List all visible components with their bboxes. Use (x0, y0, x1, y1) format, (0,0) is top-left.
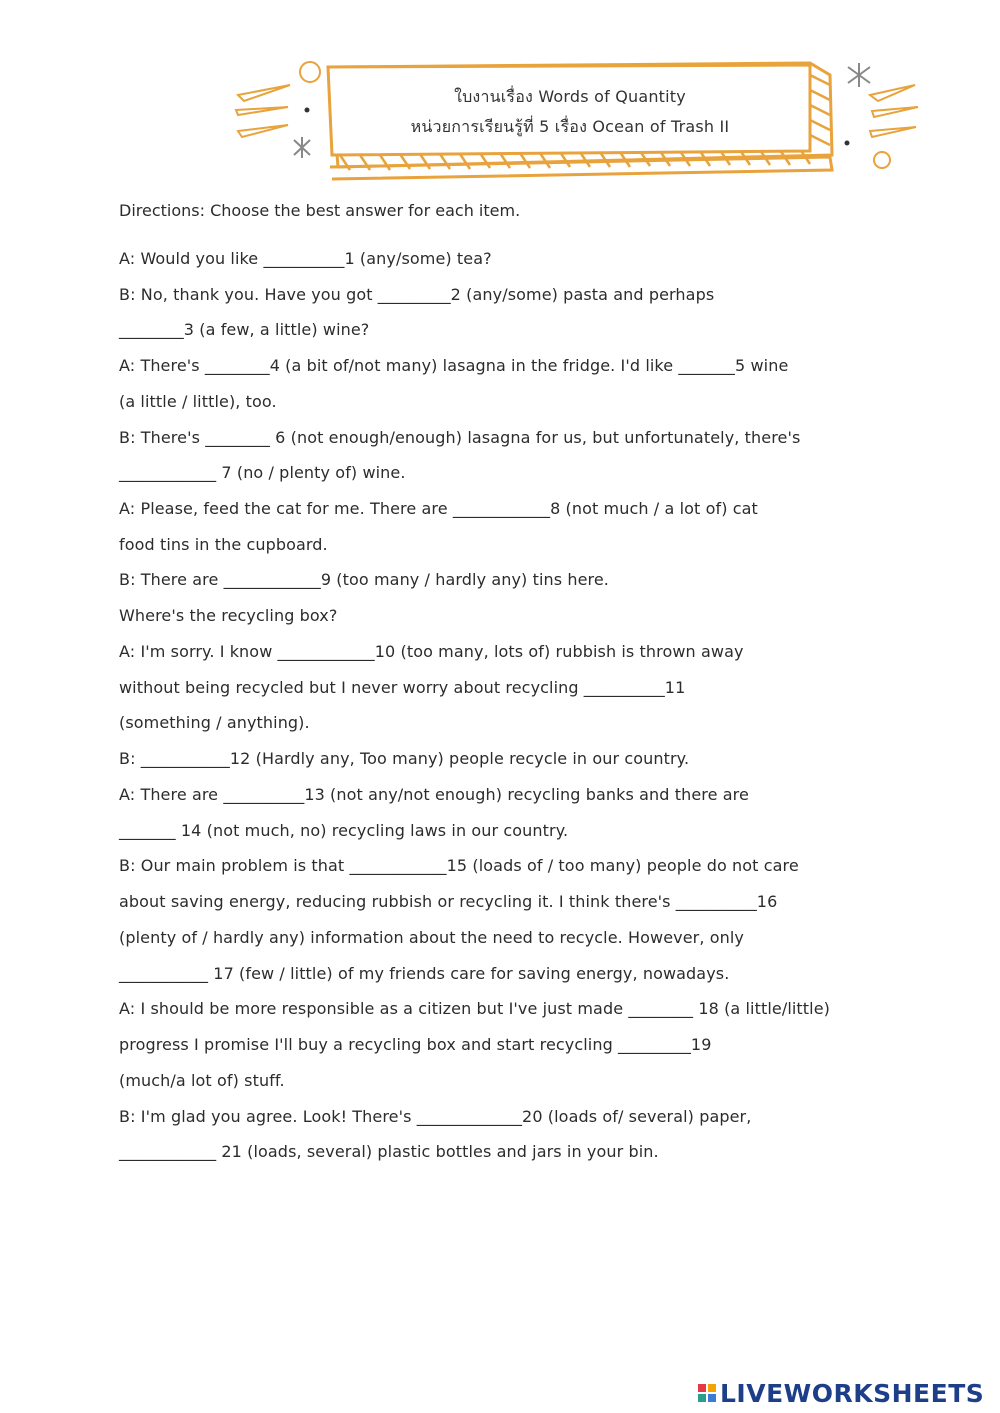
exercise-line: B: There's ________ 6 (not enough/enough) lasagna for us, but unfortunately, there's (119, 428, 801, 447)
exercise-line: ___________ 17 (few / little) of my friends care for saving energy, nowadays. (119, 964, 730, 983)
exercise-line: B: Our main problem is that ____________15 (loads of / too many) people do not care (119, 856, 799, 875)
exercise-line: A: Would you like __________1 (any/some) tea? (119, 249, 492, 268)
exercise-line: B: There are ____________9 (too many / hardly any) tins here. (119, 570, 609, 589)
exercise-line: A: There's ________4 (a bit of/not many) lasagna in the fridge. I'd like _______5 wine (119, 356, 789, 375)
exercise-line: progress I promise I'll buy a recycling box and start recycling _________19 (119, 1035, 712, 1054)
exercise-line: about saving energy, reducing rubbish or recycling it. I think there's __________16 (119, 892, 778, 911)
exercise-line: B: I'm glad you agree. Look! There's _____________20 (loads of/ several) paper, (119, 1107, 752, 1126)
exercise-line: A: I should be more responsible as a citizen but I've just made ________ 18 (a little/little) (119, 999, 830, 1018)
exercise-line: (much/a lot of) stuff. (119, 1071, 285, 1090)
exercise-line: (something / anything). (119, 713, 310, 732)
liveworksheets-brand-text: LIVEWORKSHEETS (720, 1378, 985, 1408)
exercise-line: without being recycled but I never worry about recycling __________11 (119, 678, 686, 697)
exercise-line: A: Please, feed the cat for me. There are ____________8 (not much / a lot of) cat (119, 499, 758, 518)
exercise-line: (a little / little), too. (119, 392, 277, 411)
exercise-line: (plenty of / hardly any) information about the need to recycle. However, only (119, 928, 744, 947)
exercise-line: ____________ 21 (loads, several) plastic bottles and jars in your bin. (119, 1142, 659, 1161)
exercise-line: food tins in the cupboard. (119, 535, 328, 554)
worksheet-subtitle: หน่วยการเรียนรู้ที่ 5 เรื่อง Ocean of Trash II (410, 117, 730, 136)
exercise-line: ____________ 7 (no / plenty of) wine. (119, 463, 406, 482)
liveworksheets-logo[interactable] (698, 1378, 984, 1408)
exercise-line: B: ___________12 (Hardly any, Too many) people recycle in our country. (119, 749, 690, 768)
exercise-line: B: No, thank you. Have you got _________2 (any/some) pasta and perhaps (119, 285, 715, 304)
exercise-line: ________3 (a few, a little) wine? (119, 320, 370, 339)
exercise-line: A: I'm sorry. I know ____________10 (too many, lots of) rubbish is thrown away (119, 642, 744, 661)
exercise-line: _______ 14 (not much, no) recycling laws in our country. (119, 821, 569, 840)
title-banner (230, 55, 920, 190)
exercise-line: Where's the recycling box? (119, 606, 338, 625)
directions-text: Directions: Choose the best answer for each item. (119, 201, 521, 220)
exercise-line: A: There are __________13 (not any/not enough) recycling banks and there are (119, 785, 749, 804)
liveworksheets-logo-icon (698, 1384, 716, 1402)
worksheet-title: ใบงานเรื่อง Words of Quantity (454, 87, 686, 106)
